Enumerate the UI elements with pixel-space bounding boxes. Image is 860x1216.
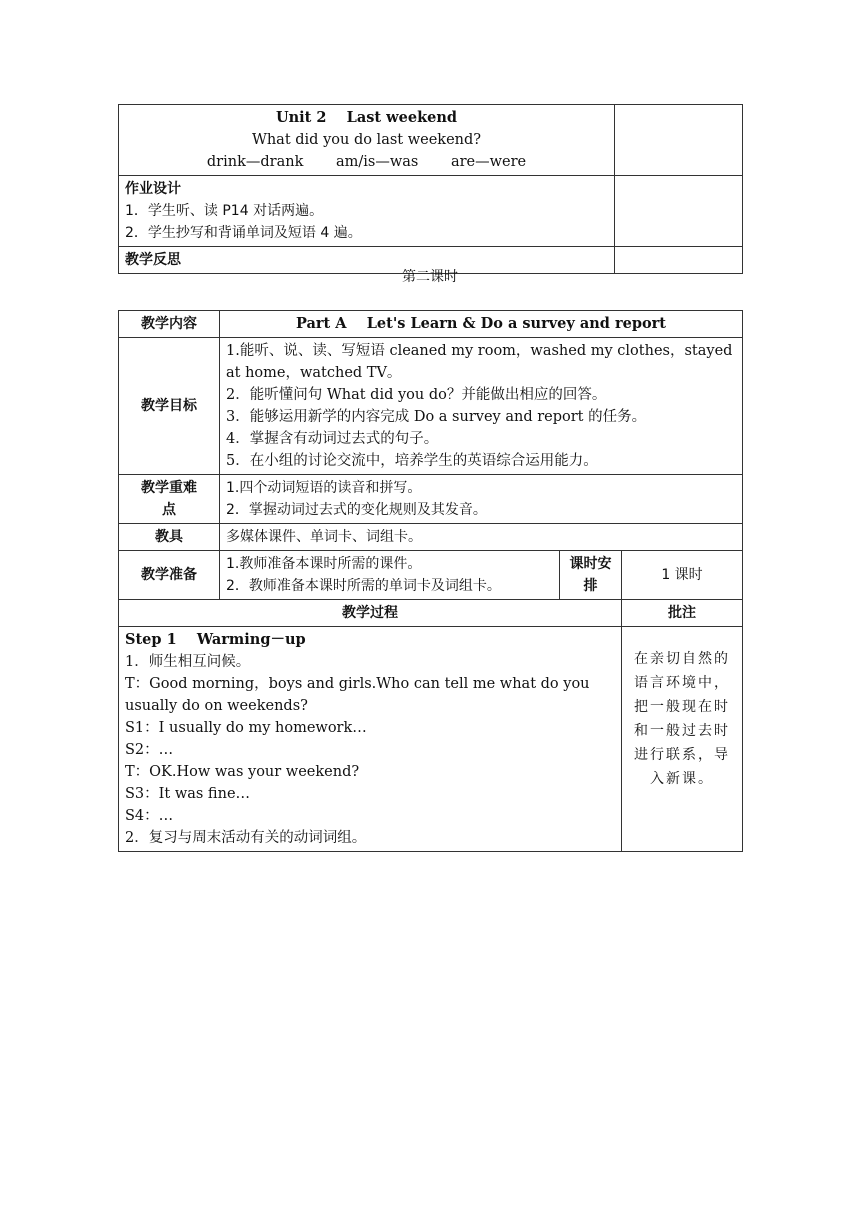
objective-item: 5．在小组的讨论交流中，培养学生的英语综合运用能力。 [226,453,598,469]
homework-cell [119,176,615,247]
homework-item: 2．学生抄写和背诵单词及短语 4 遍。 [125,225,362,241]
process-line: 1．师生相互问候。 [125,654,251,670]
prep-item: 1.教师准备本课时所需的课件。 [226,556,422,572]
process-line: S2：… [125,742,174,758]
unit-cell [119,105,615,176]
schedule-label: 课时安排 [560,551,622,600]
word-pair: drink—drank [206,154,304,170]
key-points-label: 教学重难点 [119,475,220,524]
prep-item: 2．教师准备本课时所需的单词卡及词组卡。 [226,578,501,594]
reflection-label: 教学反思 [119,247,615,274]
key-points-cell [220,475,743,524]
homework-side-cell [615,176,743,247]
process-line: S1：I usually do my homework… [125,720,367,736]
key-point-item: 2．掌握动词过去式的变化规则及其发音。 [226,502,487,518]
aids-label: 教具 [119,524,220,551]
word-pair: am/is—was [335,154,419,170]
homework-item: 1．学生听、读 P14 对话两遍。 [125,203,324,219]
notes-label: 批注 [622,600,743,627]
prep-cell [220,551,560,600]
objectives-cell [220,338,743,475]
process-line: 2．复习与周末活动有关的动词词组。 [125,830,367,846]
objective-item: 1.能听、说、读、写短语 cleaned my room，washed my clothes，stayed at home，watched TV。 [226,343,733,381]
content-label: 教学内容 [119,311,220,338]
key-point-item: 1.四个动词短语的读音和拼写。 [226,480,422,496]
aids-value: 多媒体课件、单词卡、词组卡。 [220,524,743,551]
lesson-table [118,310,743,852]
process-line: T：OK.How was your weekend? [125,764,360,780]
note-text: 在亲切自然的语言环境中，把一般现在时和一般过去时进行联系，导入新课。 [622,627,743,852]
process-line: S3：It was fine… [125,786,251,802]
unit-question: What did you do last weekend? [251,132,482,148]
process-cell [119,627,622,852]
unit-side-cell [615,105,743,176]
content-value: Part A Let's Learn & Do a survey and report [220,311,743,338]
unit-title: Unit 2 Last weekend [275,109,458,126]
word-pair: are—were [450,154,527,170]
objectives-label: 教学目标 [119,338,220,475]
objective-item: 4．掌握含有动词过去式的句子。 [226,431,439,447]
objective-item: 3．能够运用新学的内容完成 Do a survey and report 的任务。 [226,409,647,425]
step-title: Step 1 Warming－up [125,631,306,648]
prep-label: 教学准备 [119,551,220,600]
process-label: 教学过程 [119,600,622,627]
process-line: S4：… [125,808,174,824]
top-table [118,104,743,274]
lesson-title: 第二课时 [402,269,458,285]
word-pairs [125,151,608,173]
schedule-value: 1 课时 [622,551,743,600]
objective-item: 2．能听懂问句 What did you do？并能做出相应的回答。 [226,387,607,403]
process-line: T：Good morning，boys and girls.Who can tell me what do you usually do on weekends? [125,676,590,714]
homework-label: 作业设计 [125,181,181,197]
